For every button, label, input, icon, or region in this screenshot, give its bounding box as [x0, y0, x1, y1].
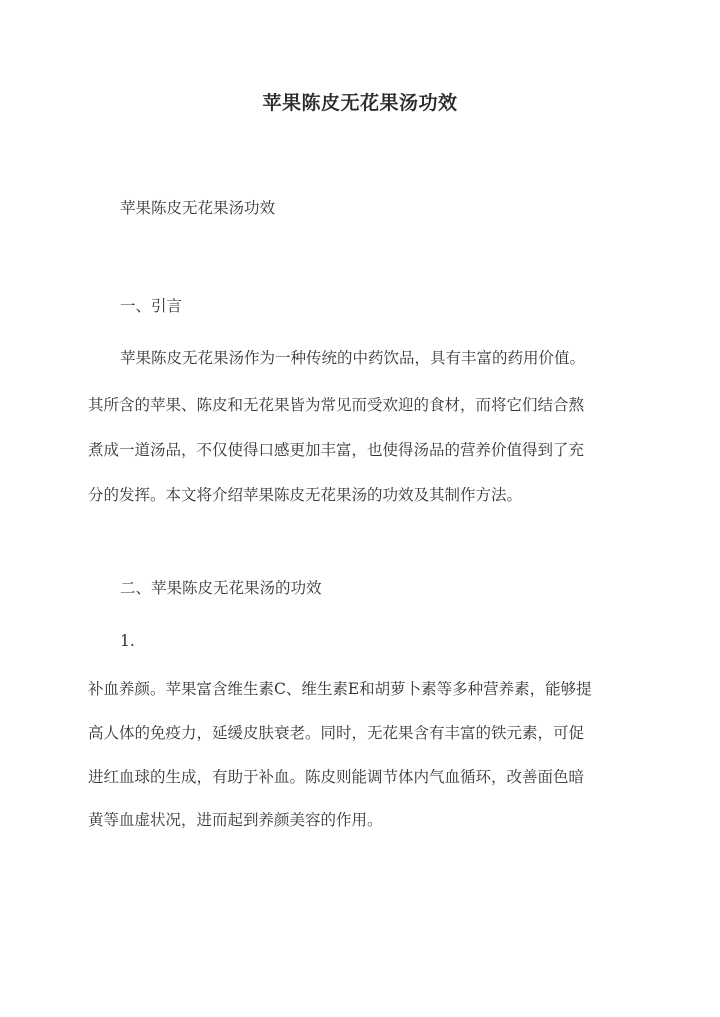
paragraph-line: 其所含的苹果、陈皮和无花果皆为常见而受欢迎的食材，而将它们结合熬 — [88, 396, 585, 414]
document-title: 苹果陈皮无花果汤功效 — [262, 92, 458, 114]
paragraph-line: 补血养颜。苹果富含维生素C、维生素E和胡萝卜素等多种营养素，能够提 — [88, 680, 592, 698]
section-heading-intro: 一、引言 — [120, 297, 183, 315]
paragraph-line: 黄等血虚状况，进而起到养颜美容的作用。 — [88, 811, 383, 829]
document-subtitle: 苹果陈皮无花果汤功效 — [120, 199, 276, 217]
list-item-number: 1. — [120, 632, 135, 650]
paragraph-line: 煮成一道汤品，不仅使得口感更加丰富，也使得汤品的营养价值得到了充 — [88, 441, 585, 459]
paragraph-line: 高人体的免疫力，延缓皮肤衰老。同时，无花果含有丰富的铁元素，可促 — [88, 724, 585, 742]
section-heading-effects: 二、苹果陈皮无花果汤的功效 — [120, 579, 322, 597]
paragraph-line: 苹果陈皮无花果汤作为一种传统的中药饮品，具有丰富的药用价值。 — [120, 349, 586, 367]
paragraph-line: 分的发挥。本文将介绍苹果陈皮无花果汤的功效及其制作方法。 — [88, 486, 523, 504]
paragraph-line: 进红血球的生成，有助于补血。陈皮则能调节体内气血循环，改善面色暗 — [88, 768, 585, 786]
